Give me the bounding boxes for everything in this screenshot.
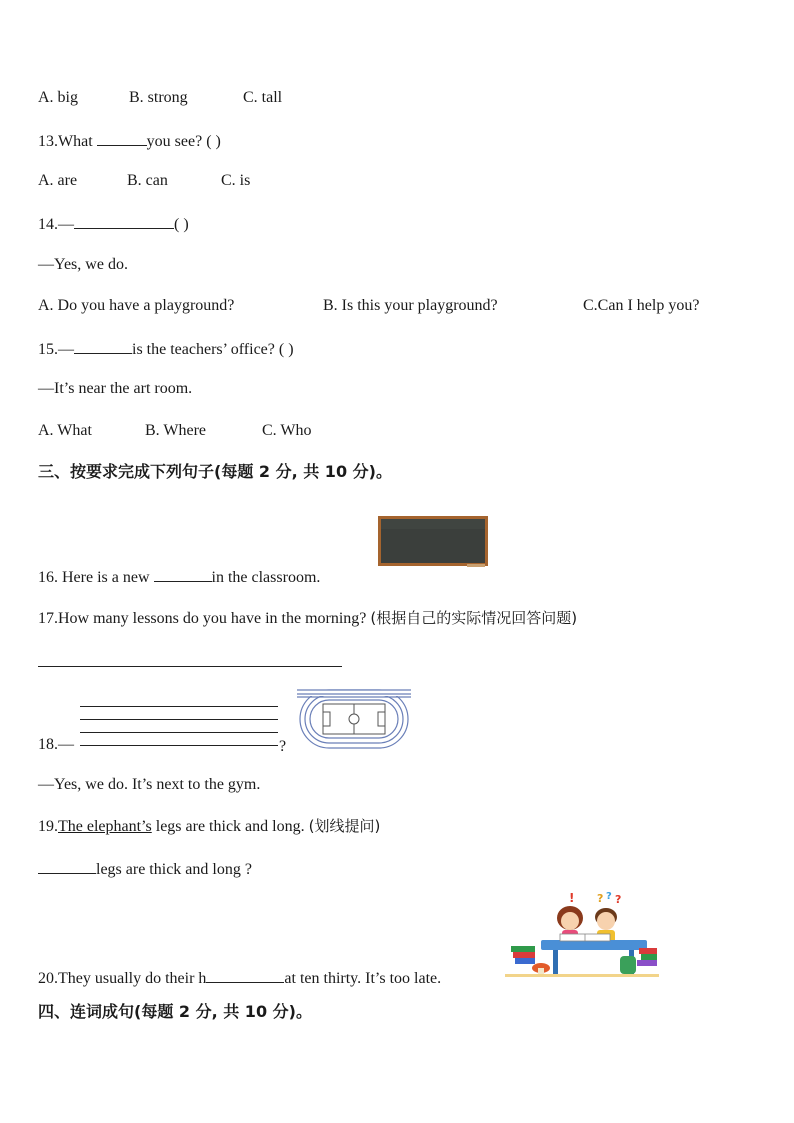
- q12-option-c: C. tall: [243, 89, 283, 106]
- q15-option-b: B. Where: [145, 422, 207, 439]
- q19-answer-after: legs are thick and long ?: [96, 861, 252, 878]
- q14-dash: —: [58, 216, 74, 233]
- q20-number: 20.: [38, 970, 58, 987]
- svg-text:?: ?: [615, 893, 622, 906]
- q13-option-a: A. are: [38, 172, 78, 189]
- q12-option-a: A. big: [38, 89, 78, 106]
- q17-answer-line: [38, 666, 342, 667]
- q14-answer: —Yes, we do.: [38, 256, 128, 273]
- q16-text-before: Here is a new: [62, 569, 154, 586]
- q14-paren: ( ): [174, 216, 189, 233]
- q15-option-a: A. What: [38, 422, 92, 439]
- q18-answer-line-1: [80, 706, 278, 707]
- q18-answer: —Yes, we do. It’s next to the gym.: [38, 776, 261, 793]
- q12-option-b: B. strong: [129, 89, 188, 106]
- q13-option-b: B. can: [127, 172, 168, 189]
- q20-question: [38, 967, 441, 989]
- q16-question: [38, 566, 320, 588]
- q13-number: 13.: [38, 133, 58, 150]
- q17-question: [38, 608, 577, 629]
- q18-answer-line-2: [80, 719, 278, 720]
- q20-blank: [206, 967, 284, 983]
- q18-question-mark: ?: [279, 738, 287, 755]
- section-3-heading: 三、按要求完成下列句子(每题 2 分, 共 10 分)。: [38, 462, 392, 481]
- q19-underlined-phrase: The elephant’s: [58, 818, 152, 835]
- q15-answer: —It’s near the art room.: [38, 380, 193, 397]
- q15-text-after: is the teachers’ office? ( ): [132, 341, 294, 358]
- q14-number: 14.: [38, 216, 58, 233]
- q20-text-before: They usually do their h: [58, 970, 207, 987]
- q14-question: [38, 213, 189, 235]
- q15-blank: [74, 338, 132, 354]
- q18-answer-line-4: [80, 745, 278, 746]
- q15-question: [38, 338, 294, 360]
- svg-text:?: ?: [597, 892, 604, 905]
- blackboard-picture: [377, 515, 491, 569]
- q16-text-after: in the classroom.: [211, 569, 321, 586]
- q13-blank: [97, 130, 147, 146]
- section-4-heading: 四、连词成句(每题 2 分, 共 10 分)。: [38, 1002, 312, 1021]
- q18-number: 18.: [38, 736, 58, 753]
- q17-note: (根据自己的实际情况回答问题): [370, 609, 578, 627]
- q20-text-after: at ten thirty. It’s too late.: [284, 970, 442, 987]
- q19-question: [38, 816, 380, 837]
- q19-blank: [38, 858, 96, 874]
- q19-number: 19.: [38, 818, 58, 835]
- playground-track-picture: [297, 688, 411, 752]
- q19-answer-line: [38, 858, 252, 880]
- q19-note: (划线提问): [308, 817, 381, 835]
- kids-studying-picture: [505, 890, 659, 982]
- q14-option-a: A. Do you have a playground?: [38, 297, 235, 314]
- q13-question: [38, 130, 221, 152]
- svg-text:?: ?: [606, 891, 612, 902]
- q16-blank: [154, 566, 212, 582]
- q17-text: How many lessons do you have in the morning?: [58, 610, 371, 627]
- q18-answer-line-3: [80, 732, 278, 733]
- q18-question: [38, 735, 74, 755]
- q14-option-c: C.Can I help you?: [583, 297, 700, 314]
- q18-dash: —: [58, 736, 74, 753]
- q15-dash: —: [58, 341, 74, 358]
- q16-number: 16.: [38, 569, 62, 586]
- svg-text:!: !: [569, 891, 575, 905]
- q15-number: 15.: [38, 341, 58, 358]
- q15-option-c: C. Who: [262, 422, 312, 439]
- q13-option-c: C. is: [221, 172, 251, 189]
- q17-number: 17.: [38, 610, 58, 627]
- q14-option-b: B. Is this your playground?: [323, 297, 498, 314]
- q14-blank: [74, 213, 174, 229]
- q13-text-after: you see? ( ): [146, 133, 221, 150]
- q13-text-before: What: [58, 133, 97, 150]
- q19-text-after: legs are thick and long.: [151, 818, 309, 835]
